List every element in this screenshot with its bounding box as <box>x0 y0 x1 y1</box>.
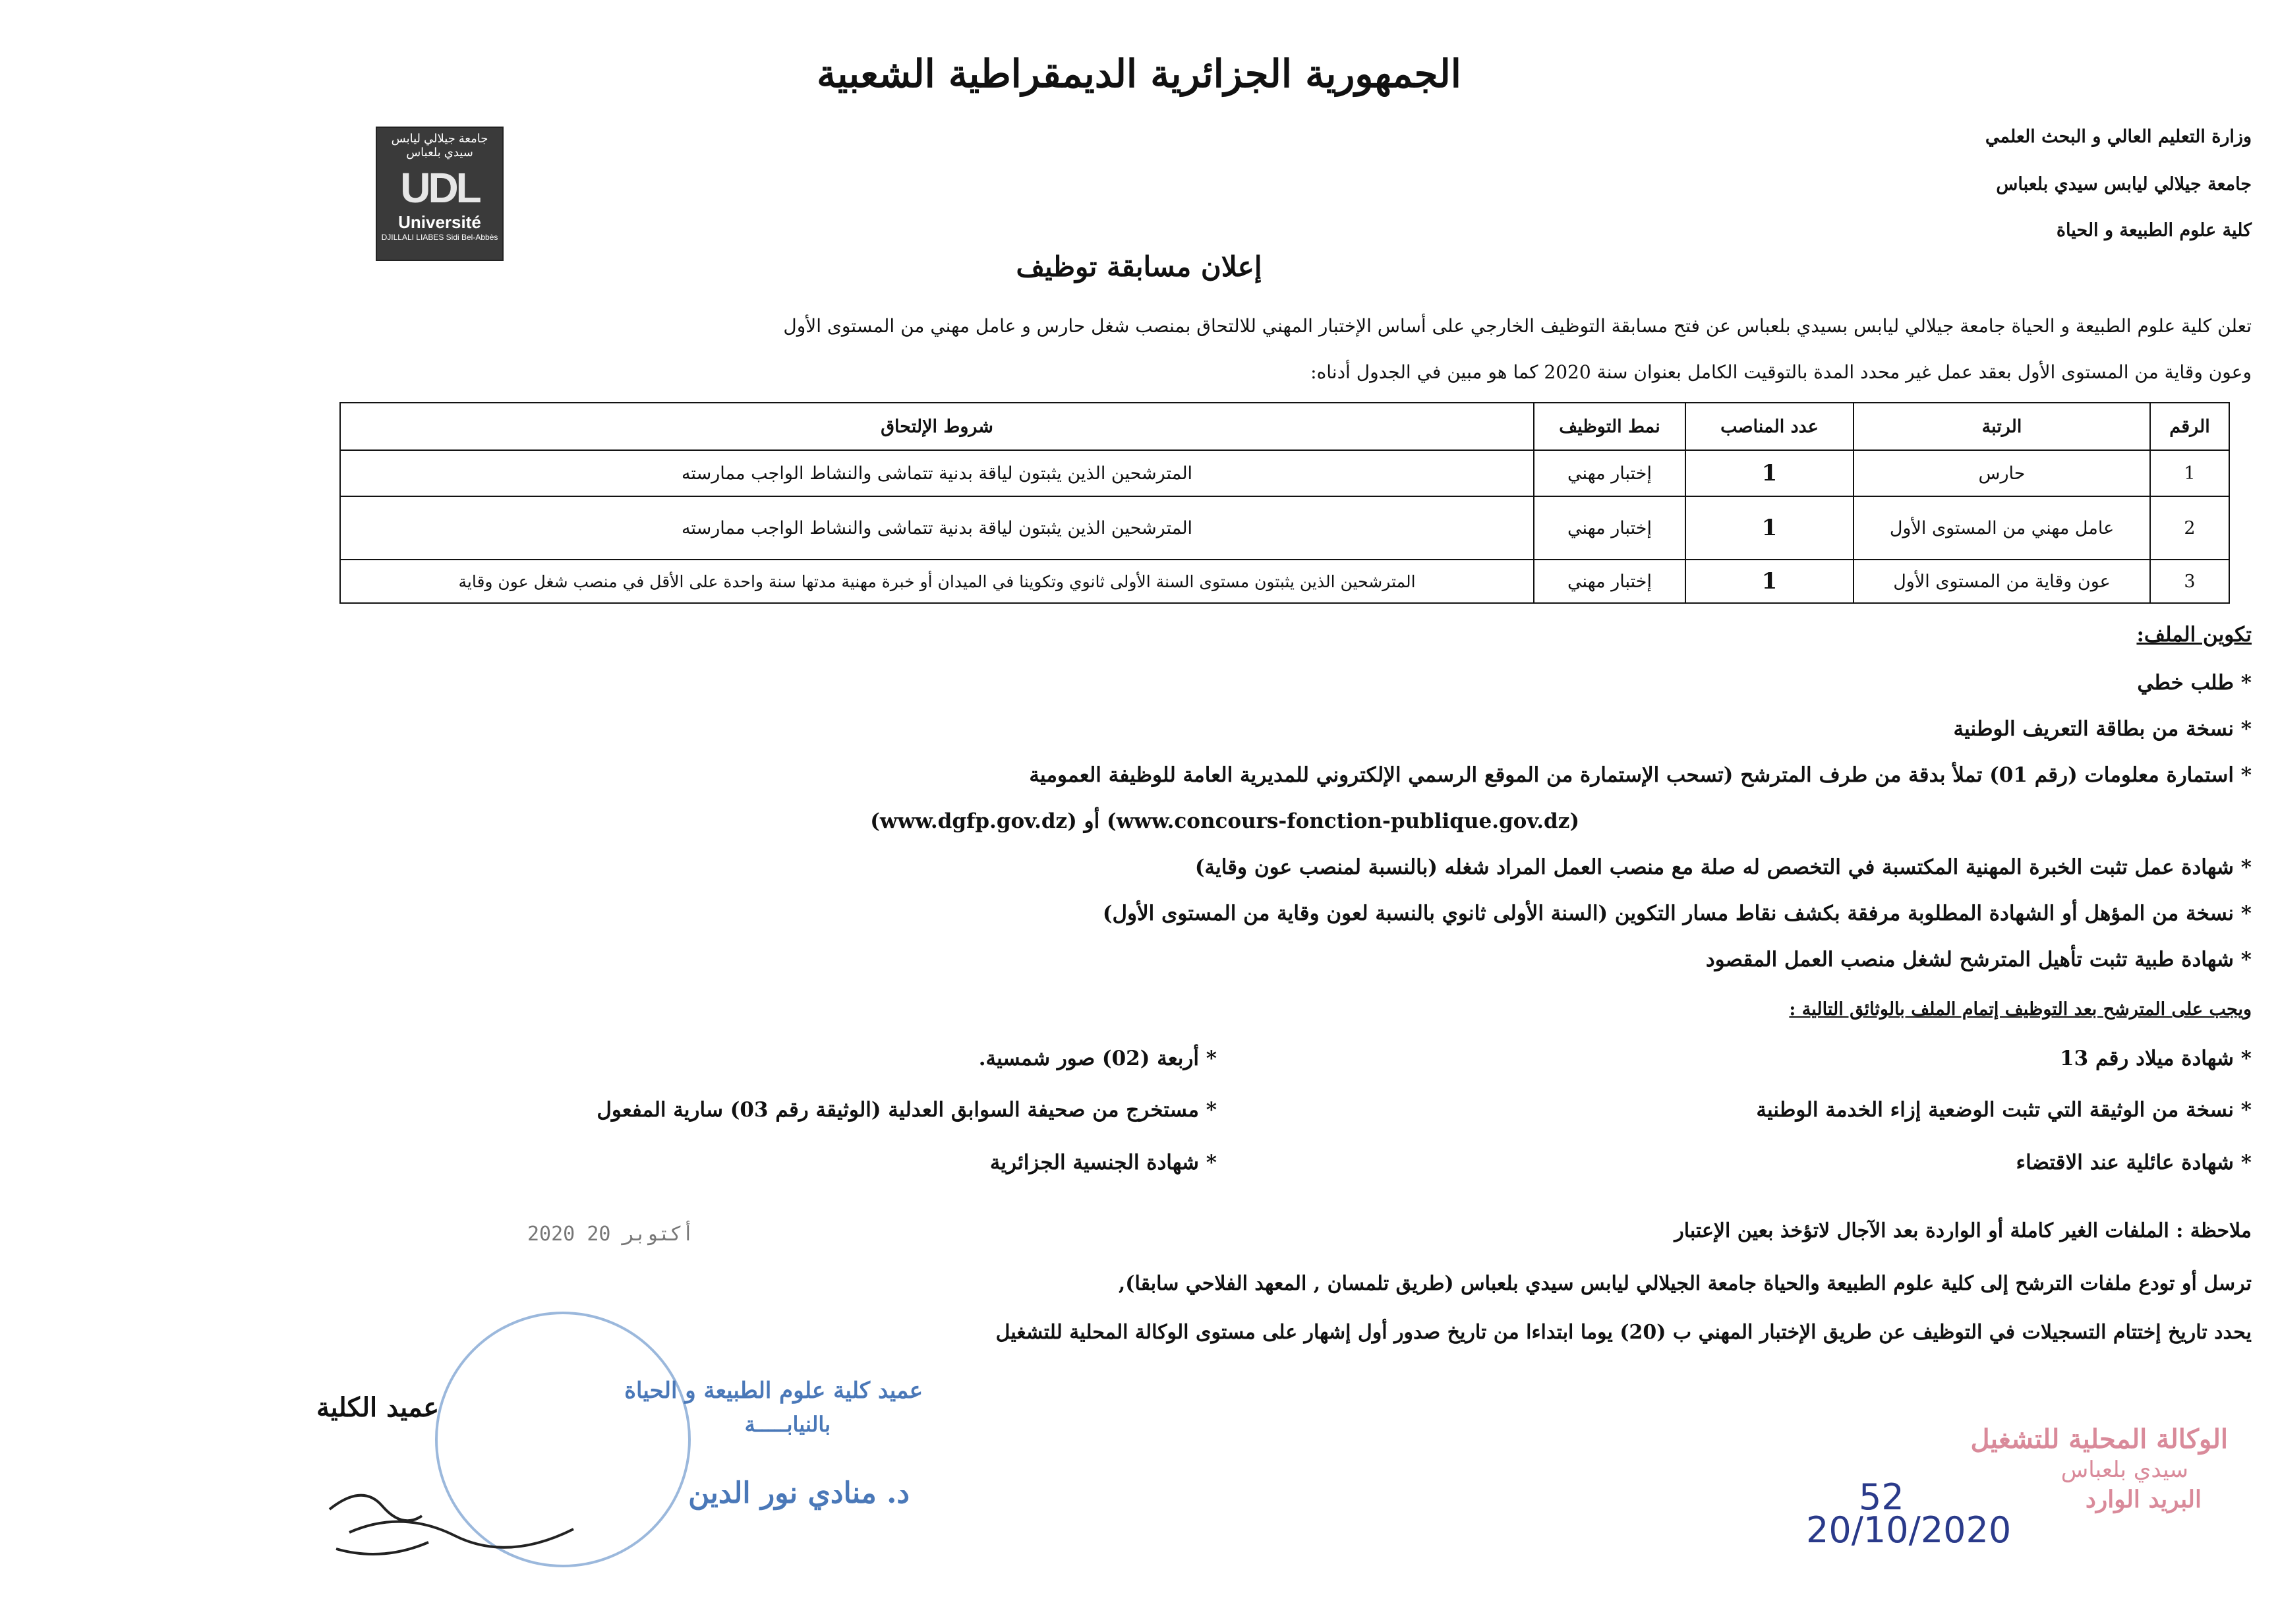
table-row <box>340 450 2229 496</box>
jobs-table <box>339 402 2230 604</box>
cell-positions: 1 <box>1685 450 1854 496</box>
file-item: * شهادة عمل تثبت الخبرة المهنية المكتسبة في التخصص له صلة مع منصب العمل المراد شغله (بالنسبة لمنصب عون وقاية) <box>1194 856 2252 879</box>
after-doc-left: * شهادة الجنسية الجزائرية <box>989 1151 1217 1174</box>
intro-line-1: تعلن كلية علوم الطبيعة و الحياة جامعة جيلالي ليابس بسيدي بلعباس عن فتح مسابقة التوظيف الخارجي على أساس الإختبار المهني للالتحاق بمنصب شغل حارس و عامل مهني من المستوى الأول <box>783 315 2252 337</box>
stamp-title: عميد كلية علوم الطبيعة و الحياة <box>624 1378 923 1404</box>
header-number: الرقم <box>2150 403 2229 450</box>
cell-rank: حارس <box>1854 450 2150 496</box>
agency-stamp-line3: البريد الوارد <box>2085 1486 2202 1513</box>
dean-title: عميد الكلية <box>316 1392 440 1423</box>
file-item: * طلب خطي <box>2137 671 2252 695</box>
handwritten-number: 52 <box>1859 1476 1904 1518</box>
handwritten-date: 20/10/2020 <box>1806 1509 2012 1551</box>
table-row <box>340 496 2229 560</box>
cell-positions: 1 <box>1685 496 1854 560</box>
cell-mode: إختبار مهني <box>1534 450 1685 496</box>
cell-mode: إختبار مهني <box>1534 560 1685 603</box>
university-name: جامعة جيلالي ليابس سيدي بلعباس <box>1996 174 2252 194</box>
ministry-name: وزارة التعليم العالي و البحث العلمي <box>1985 127 2252 147</box>
cell-number: 1 <box>2150 450 2229 496</box>
header-mode: نمط التوظيف <box>1534 403 1685 450</box>
signature-scribble <box>323 1470 600 1569</box>
logo-name: Université <box>398 212 481 232</box>
stamp-name: د. منادي نور الدين <box>688 1476 910 1510</box>
file-item: * نسخة من بطاقة التعريف الوطنية <box>1953 717 2252 741</box>
logo-mark: UDL <box>400 164 479 212</box>
table-row <box>340 560 2229 603</box>
date-stamp: 2020 أكتوبر 20 <box>527 1223 694 1246</box>
cell-rank: عامل مهني من المستوى الأول <box>1854 496 2150 560</box>
announcement-title: إعلان مسابقة توظيف <box>1016 250 1262 283</box>
header-rank: الرتبة <box>1854 403 2150 450</box>
file-item-websites: (www.dgfp.gov.dz) أو (www.concours-fonction-publique.gov.dz) <box>870 809 1579 833</box>
cell-number: 2 <box>2150 496 2229 560</box>
after-doc-right: * نسخة من الوثيقة التي تثبت الوضعية إزاء الخدمة الوطنية <box>1756 1098 2252 1122</box>
university-logo <box>376 127 504 261</box>
faculty-name: كلية علوم الطبيعة و الحياة <box>2056 220 2252 241</box>
republic-title: الجمهورية الجزائرية الديمقراطية الشعبية <box>817 51 1461 96</box>
after-doc-right: * شهادة عائلية عند الاقتضاء <box>2016 1151 2252 1174</box>
note-deadline: يحدد تاريخ إختتام التسجيلات في التوظيف عن طريق الإختبار المهني ب (20) يوما ابتداءا من تاريخ صدور أول إشهار على مستوى الوكالة المحلية للتشغيل <box>995 1321 2252 1344</box>
cell-conditions: المترشحين الذين يثبتون مستوى السنة الأولى ثانوي وتكوينا في الميدان أو خبرة مهنية مدتها سنة واحدة على الأقل في منصب شغل عون وقاية <box>340 560 1534 603</box>
note-incomplete: ملاحظة : الملفات الغير كاملة أو الواردة بعد الآجال لاتؤخذ بعين الإعتبار <box>1674 1219 2252 1242</box>
after-doc-left: * مستخرج من صحيفة السوابق العدلية (الوثيقة رقم 03) سارية المفعول <box>597 1098 1217 1122</box>
after-doc-right: * شهادة ميلاد رقم 13 <box>2060 1047 2252 1070</box>
agency-stamp-line2: سيدي بلعباس <box>2060 1457 2188 1483</box>
file-item: * نسخة من المؤهل أو الشهادة المطلوبة مرفقة بكشف نقاط مسار التكوين (السنة الأولى ثانوي بالنسبة لعون وقاية من المستوى الأول) <box>1102 902 2252 925</box>
file-item: * شهادة طبية تثبت تأهيل المترشح لشغل منصب العمل المقصود <box>1705 948 2252 972</box>
header-positions: عدد المناصب <box>1685 403 1854 450</box>
after-doc-left: * أربعة (02) صور شمسية. <box>978 1047 1217 1070</box>
header-conditions: شروط الإلتحاق <box>340 403 1534 450</box>
cell-conditions: المترشحين الذين يثبتون لياقة بدنية تتماشى والنشاط الواجب ممارسته <box>340 496 1534 560</box>
stamp-delegation: بالنيابـــــة <box>744 1412 831 1437</box>
cell-mode: إختبار مهني <box>1534 496 1685 560</box>
cell-positions: 1 <box>1685 560 1854 603</box>
after-hiring-heading: ويجب على المترشح بعد التوظيف إتمام الملف بالوثائق التالية : <box>1789 999 2252 1020</box>
file-heading: تكوين الملف: <box>2136 623 2252 647</box>
file-item: * استمارة معلومات (رقم 01) تملأ بدقة من طرف المترشح (تسحب الإستمارة من الموقع الرسمي الإلكتروني للمديرية العامة للوظيفة العمومية <box>1029 763 2252 787</box>
cell-rank: عون وقاية من المستوى الأول <box>1854 560 2150 603</box>
logo-subtitle: DJILLALI LIABES Sidi Bel-Abbès <box>381 233 498 242</box>
logo-arabic-text: جامعة جيلالي ليابس سيدي بلعباس <box>391 132 488 159</box>
intro-line-2: وعون وقاية من المستوى الأول بعقد عمل غير محدد المدة بالتوقيت الكامل بعنوان سنة 2020 كما هو مبين في الجدول أدناه: <box>1310 361 2252 383</box>
cell-number: 3 <box>2150 560 2229 603</box>
cell-conditions: المترشحين الذين يثبتون لياقة بدنية تتماشى والنشاط الواجب ممارسته <box>340 450 1534 496</box>
table-header-row <box>340 403 2229 450</box>
agency-stamp-line1: الوكالة المحلية للتشغيل <box>1970 1424 2228 1455</box>
note-submission: ترسل أو تودع ملفات الترشح إلى كلية علوم الطبيعة والحياة جامعة الجيلالي ليابس سيدي بلعباس (طريق تلمسان , المعهد الفلاحي سابقا), <box>1118 1272 2252 1295</box>
